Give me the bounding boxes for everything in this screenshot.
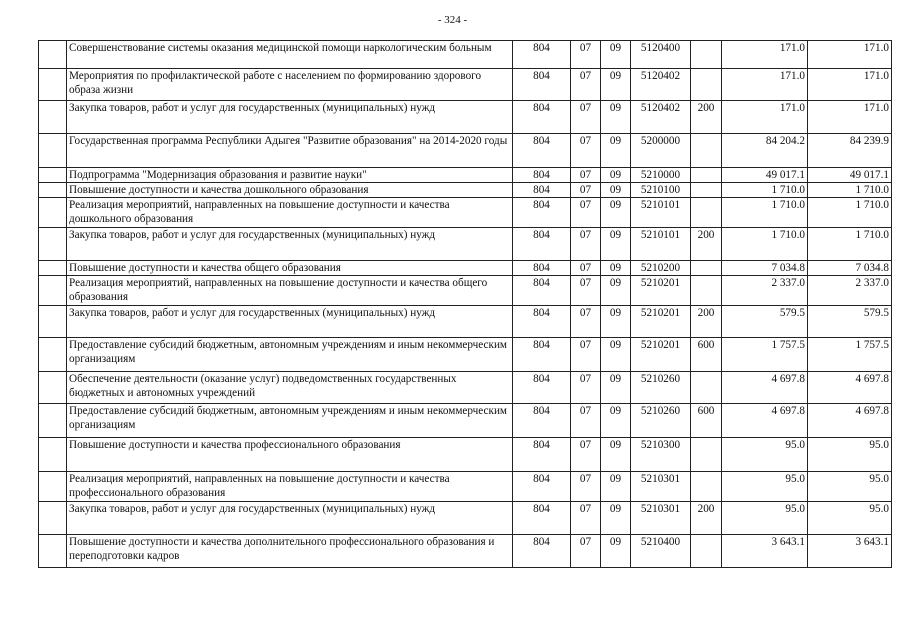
amount-year1-cell: 7 034.8	[722, 261, 808, 276]
row-margin-cell	[39, 306, 67, 338]
table-row	[39, 472, 892, 502]
subsection-code-cell: 09	[601, 101, 631, 134]
amount-year2-cell: 49 017.1	[808, 168, 892, 183]
section-code-cell: 07	[571, 535, 601, 568]
target-article-cell: 5210260	[631, 404, 691, 438]
target-article-cell: 5210000	[631, 168, 691, 183]
expense-type-cell	[691, 183, 722, 198]
subsection-code-cell: 09	[601, 338, 631, 372]
expense-type-cell	[691, 276, 722, 306]
table-row	[39, 404, 892, 438]
target-article-cell: 5120402	[631, 69, 691, 101]
ministry-code-cell: 804	[513, 276, 571, 306]
amount-year1-cell: 1 710.0	[722, 228, 808, 261]
subsection-code-cell: 09	[601, 404, 631, 438]
ministry-code-cell: 804	[513, 535, 571, 568]
target-article-cell: 5120402	[631, 101, 691, 134]
subsection-code-cell: 09	[601, 228, 631, 261]
row-margin-cell	[39, 134, 67, 168]
row-margin-cell	[39, 438, 67, 472]
row-margin-cell	[39, 404, 67, 438]
expense-type-cell: 200	[691, 502, 722, 535]
table-row	[39, 276, 892, 306]
item-name-cell: Совершенствование системы оказания медицинской помощи наркологическим больным	[67, 41, 513, 69]
budget-table-body	[39, 41, 892, 568]
row-margin-cell	[39, 535, 67, 568]
table-row	[39, 228, 892, 261]
amount-year1-cell: 1 757.5	[722, 338, 808, 372]
section-code-cell: 07	[571, 228, 601, 261]
ministry-code-cell: 804	[513, 338, 571, 372]
item-name-cell: Реализация мероприятий, направленных на повышение доступности и качества общего образования	[67, 276, 513, 306]
table-row	[39, 69, 892, 101]
subsection-code-cell: 09	[601, 502, 631, 535]
expense-type-cell: 600	[691, 338, 722, 372]
amount-year2-cell: 95.0	[808, 472, 892, 502]
table-row	[39, 306, 892, 338]
item-name-cell: Повышение доступности и качества дошкольного образования	[67, 183, 513, 198]
subsection-code-cell: 09	[601, 535, 631, 568]
amount-year1-cell: 171.0	[722, 69, 808, 101]
section-code-cell: 07	[571, 183, 601, 198]
target-article-cell: 5210201	[631, 338, 691, 372]
target-article-cell: 5210201	[631, 306, 691, 338]
target-article-cell: 5210400	[631, 535, 691, 568]
table-row	[39, 438, 892, 472]
row-margin-cell	[39, 372, 67, 404]
item-name-cell: Предоставление субсидий бюджетным, автономным учреждениям и иным некоммерческим организациям	[67, 404, 513, 438]
row-margin-cell	[39, 472, 67, 502]
amount-year2-cell: 1 757.5	[808, 338, 892, 372]
section-code-cell: 07	[571, 372, 601, 404]
subsection-code-cell: 09	[601, 372, 631, 404]
section-code-cell: 07	[571, 502, 601, 535]
table-row	[39, 41, 892, 69]
item-name-cell: Повышение доступности и качества общего образования	[67, 261, 513, 276]
amount-year1-cell: 171.0	[722, 101, 808, 134]
table-row	[39, 134, 892, 168]
expense-type-cell: 200	[691, 228, 722, 261]
target-article-cell: 5120400	[631, 41, 691, 69]
section-code-cell: 07	[571, 41, 601, 69]
section-code-cell: 07	[571, 404, 601, 438]
amount-year1-cell: 579.5	[722, 306, 808, 338]
amount-year1-cell: 84 204.2	[722, 134, 808, 168]
section-code-cell: 07	[571, 261, 601, 276]
ministry-code-cell: 804	[513, 472, 571, 502]
amount-year1-cell: 3 643.1	[722, 535, 808, 568]
expense-type-cell	[691, 168, 722, 183]
table-row	[39, 168, 892, 183]
amount-year1-cell: 49 017.1	[722, 168, 808, 183]
target-article-cell: 5210300	[631, 438, 691, 472]
budget-table	[38, 40, 892, 568]
section-code-cell: 07	[571, 338, 601, 372]
expense-type-cell	[691, 535, 722, 568]
subsection-code-cell: 09	[601, 198, 631, 228]
row-margin-cell	[39, 198, 67, 228]
amount-year2-cell: 95.0	[808, 438, 892, 472]
section-code-cell: 07	[571, 168, 601, 183]
item-name-cell: Мероприятия по профилактической работе с населением по формированию здорового образа жизни	[67, 69, 513, 101]
amount-year2-cell: 171.0	[808, 41, 892, 69]
item-name-cell: Закупка товаров, работ и услуг для государственных (муниципальных) нужд	[67, 306, 513, 338]
section-code-cell: 07	[571, 438, 601, 472]
table-row	[39, 101, 892, 134]
ministry-code-cell: 804	[513, 198, 571, 228]
amount-year2-cell: 7 034.8	[808, 261, 892, 276]
expense-type-cell	[691, 472, 722, 502]
ministry-code-cell: 804	[513, 306, 571, 338]
item-name-cell: Закупка товаров, работ и услуг для государственных (муниципальных) нужд	[67, 228, 513, 261]
table-row	[39, 183, 892, 198]
row-margin-cell	[39, 338, 67, 372]
amount-year2-cell: 95.0	[808, 502, 892, 535]
amount-year2-cell: 4 697.8	[808, 404, 892, 438]
target-article-cell: 5210301	[631, 472, 691, 502]
subsection-code-cell: 09	[601, 306, 631, 338]
expense-type-cell	[691, 41, 722, 69]
amount-year1-cell: 2 337.0	[722, 276, 808, 306]
item-name-cell: Закупка товаров, работ и услуг для государственных (муниципальных) нужд	[67, 101, 513, 134]
table-row	[39, 261, 892, 276]
amount-year2-cell: 1 710.0	[808, 228, 892, 261]
item-name-cell: Реализация мероприятий, направленных на повышение доступности и качества профессионального образования	[67, 472, 513, 502]
ministry-code-cell: 804	[513, 372, 571, 404]
subsection-code-cell: 09	[601, 134, 631, 168]
amount-year2-cell: 2 337.0	[808, 276, 892, 306]
target-article-cell: 5210301	[631, 502, 691, 535]
row-margin-cell	[39, 276, 67, 306]
amount-year1-cell: 4 697.8	[722, 404, 808, 438]
target-article-cell: 5210201	[631, 276, 691, 306]
item-name-cell: Предоставление субсидий бюджетным, автономным учреждениям и иным некоммерческим организациям	[67, 338, 513, 372]
expense-type-cell: 200	[691, 101, 722, 134]
amount-year1-cell: 95.0	[722, 438, 808, 472]
section-code-cell: 07	[571, 276, 601, 306]
amount-year1-cell: 95.0	[722, 472, 808, 502]
expense-type-cell: 600	[691, 404, 722, 438]
ministry-code-cell: 804	[513, 228, 571, 261]
table-row	[39, 535, 892, 568]
table-row	[39, 338, 892, 372]
section-code-cell: 07	[571, 134, 601, 168]
target-article-cell: 5210260	[631, 372, 691, 404]
expense-type-cell	[691, 261, 722, 276]
subsection-code-cell: 09	[601, 276, 631, 306]
ministry-code-cell: 804	[513, 41, 571, 69]
ministry-code-cell: 804	[513, 134, 571, 168]
target-article-cell: 5210101	[631, 198, 691, 228]
item-name-cell: Повышение доступности и качества дополнительного профессионального образования и переподготовки кадров	[67, 535, 513, 568]
target-article-cell: 5210200	[631, 261, 691, 276]
subsection-code-cell: 09	[601, 168, 631, 183]
table-row	[39, 502, 892, 535]
expense-type-cell: 200	[691, 306, 722, 338]
amount-year1-cell: 1 710.0	[722, 198, 808, 228]
amount-year2-cell: 171.0	[808, 69, 892, 101]
expense-type-cell	[691, 198, 722, 228]
ministry-code-cell: 804	[513, 502, 571, 535]
expense-type-cell	[691, 438, 722, 472]
item-name-cell: Закупка товаров, работ и услуг для государственных (муниципальных) нужд	[67, 502, 513, 535]
subsection-code-cell: 09	[601, 438, 631, 472]
target-article-cell: 5200000	[631, 134, 691, 168]
section-code-cell: 07	[571, 69, 601, 101]
ministry-code-cell: 804	[513, 404, 571, 438]
item-name-cell: Реализация мероприятий, направленных на повышение доступности и качества дошкольного образования	[67, 198, 513, 228]
amount-year2-cell: 1 710.0	[808, 183, 892, 198]
amount-year1-cell: 95.0	[722, 502, 808, 535]
row-margin-cell	[39, 69, 67, 101]
row-margin-cell	[39, 168, 67, 183]
amount-year2-cell: 171.0	[808, 101, 892, 134]
target-article-cell: 5210100	[631, 183, 691, 198]
subsection-code-cell: 09	[601, 183, 631, 198]
subsection-code-cell: 09	[601, 41, 631, 69]
section-code-cell: 07	[571, 472, 601, 502]
ministry-code-cell: 804	[513, 261, 571, 276]
subsection-code-cell: 09	[601, 261, 631, 276]
table-row	[39, 372, 892, 404]
target-article-cell: 5210101	[631, 228, 691, 261]
row-margin-cell	[39, 41, 67, 69]
section-code-cell: 07	[571, 101, 601, 134]
section-code-cell: 07	[571, 306, 601, 338]
amount-year2-cell: 84 239.9	[808, 134, 892, 168]
ministry-code-cell: 804	[513, 101, 571, 134]
subsection-code-cell: 09	[601, 69, 631, 101]
row-margin-cell	[39, 261, 67, 276]
row-margin-cell	[39, 183, 67, 198]
amount-year2-cell: 3 643.1	[808, 535, 892, 568]
row-margin-cell	[39, 228, 67, 261]
amount-year1-cell: 1 710.0	[722, 183, 808, 198]
item-name-cell: Подпрограмма "Модернизация образования и развитие науки"	[67, 168, 513, 183]
ministry-code-cell: 804	[513, 438, 571, 472]
item-name-cell: Повышение доступности и качества профессионального образования	[67, 438, 513, 472]
expense-type-cell	[691, 372, 722, 404]
item-name-cell: Государственная программа Республики Адыгея "Развитие образования" на 2014-2020 годы	[67, 134, 513, 168]
ministry-code-cell: 804	[513, 168, 571, 183]
page-number: - 324 -	[437, 14, 468, 26]
expense-type-cell	[691, 69, 722, 101]
table-row	[39, 198, 892, 228]
item-name-cell: Обеспечение деятельности (оказание услуг) подведомственных государственных бюджетных и автономных учреждений	[67, 372, 513, 404]
amount-year1-cell: 4 697.8	[722, 372, 808, 404]
amount-year2-cell: 1 710.0	[808, 198, 892, 228]
ministry-code-cell: 804	[513, 183, 571, 198]
row-margin-cell	[39, 101, 67, 134]
row-margin-cell	[39, 502, 67, 535]
expense-type-cell	[691, 134, 722, 168]
subsection-code-cell: 09	[601, 472, 631, 502]
amount-year2-cell: 4 697.8	[808, 372, 892, 404]
ministry-code-cell: 804	[513, 69, 571, 101]
amount-year1-cell: 171.0	[722, 41, 808, 69]
section-code-cell: 07	[571, 198, 601, 228]
amount-year2-cell: 579.5	[808, 306, 892, 338]
